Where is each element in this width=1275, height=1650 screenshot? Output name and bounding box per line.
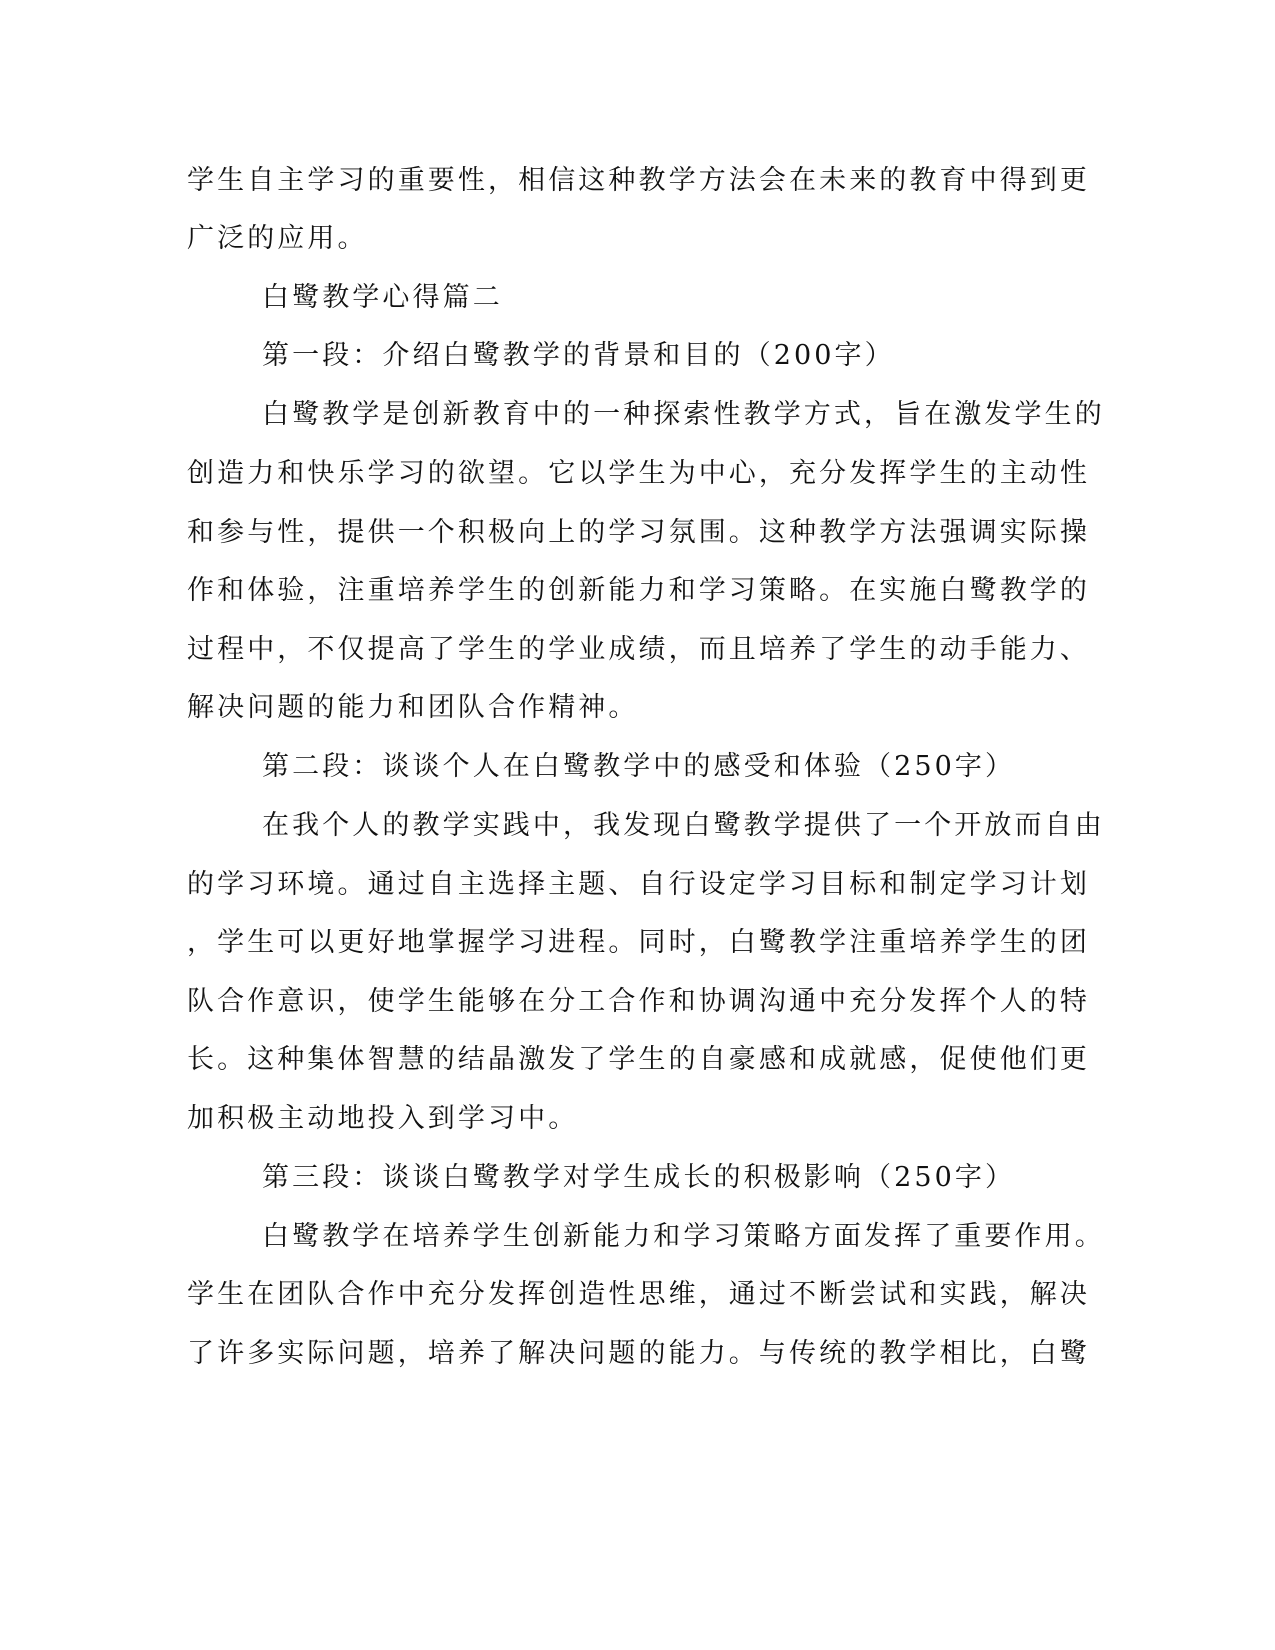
paragraph-line: 白鹭教学在培养学生创新能力和学习策略方面发挥了重要作用。 xyxy=(262,1221,1105,1252)
paragraph-line: 白鹭教学是创新教育中的一种探索性教学方式，旨在激发学生的 xyxy=(262,399,1105,430)
article-title: 白鹭教学心得篇二 xyxy=(262,282,503,313)
paragraph-line: 学生自主学习的重要性，相信这种教学方法会在未来的教育中得到更 xyxy=(187,165,1090,196)
paragraph-line: 创造力和快乐学习的欲望。它以学生为中心，充分发挥学生的主动性 xyxy=(187,458,1090,489)
paragraph-line: 了许多实际问题，培养了解决问题的能力。与传统的教学相比，白鹭 xyxy=(187,1338,1090,1369)
section-heading: 第一段：介绍白鹭教学的背景和目的（200字） xyxy=(262,340,895,371)
paragraph-line: ，学生可以更好地掌握学习进程。同时，白鹭教学注重培养学生的团 xyxy=(187,927,1090,958)
paragraph-line: 解决问题的能力和团队合作精神。 xyxy=(187,692,639,723)
paragraph-line: 加积极主动地投入到学习中。 xyxy=(187,1103,579,1134)
paragraph-line: 过程中，不仅提高了学生的学业成绩，而且培养了学生的动手能力、 xyxy=(187,634,1090,665)
section-heading: 第二段：谈谈个人在白鹭教学中的感受和体验（250字） xyxy=(262,751,1016,782)
paragraph-line: 学生在团队合作中充分发挥创造性思维，通过不断尝试和实践，解决 xyxy=(187,1279,1090,1310)
paragraph-line: 的学习环境。通过自主选择主题、自行设定学习目标和制定学习计划 xyxy=(187,869,1090,900)
paragraph-line: 和参与性，提供一个积极向上的学习氛围。这种教学方法强调实际操 xyxy=(187,517,1090,548)
section-heading: 第三段：谈谈白鹭教学对学生成长的积极影响（250字） xyxy=(262,1162,1016,1193)
paragraph-line: 队合作意识，使学生能够在分工合作和协调沟通中充分发挥个人的特 xyxy=(187,986,1090,1017)
paragraph-line: 作和体验，注重培养学生的创新能力和学习策略。在实施白鹭教学的 xyxy=(187,575,1090,606)
paragraph-line: 在我个人的教学实践中，我发现白鹭教学提供了一个开放而自由 xyxy=(262,810,1105,841)
paragraph-line: 广泛的应用。 xyxy=(187,223,368,254)
paragraph-line: 长。这种集体智慧的结晶激发了学生的自豪感和成就感，促使他们更 xyxy=(187,1044,1090,1075)
